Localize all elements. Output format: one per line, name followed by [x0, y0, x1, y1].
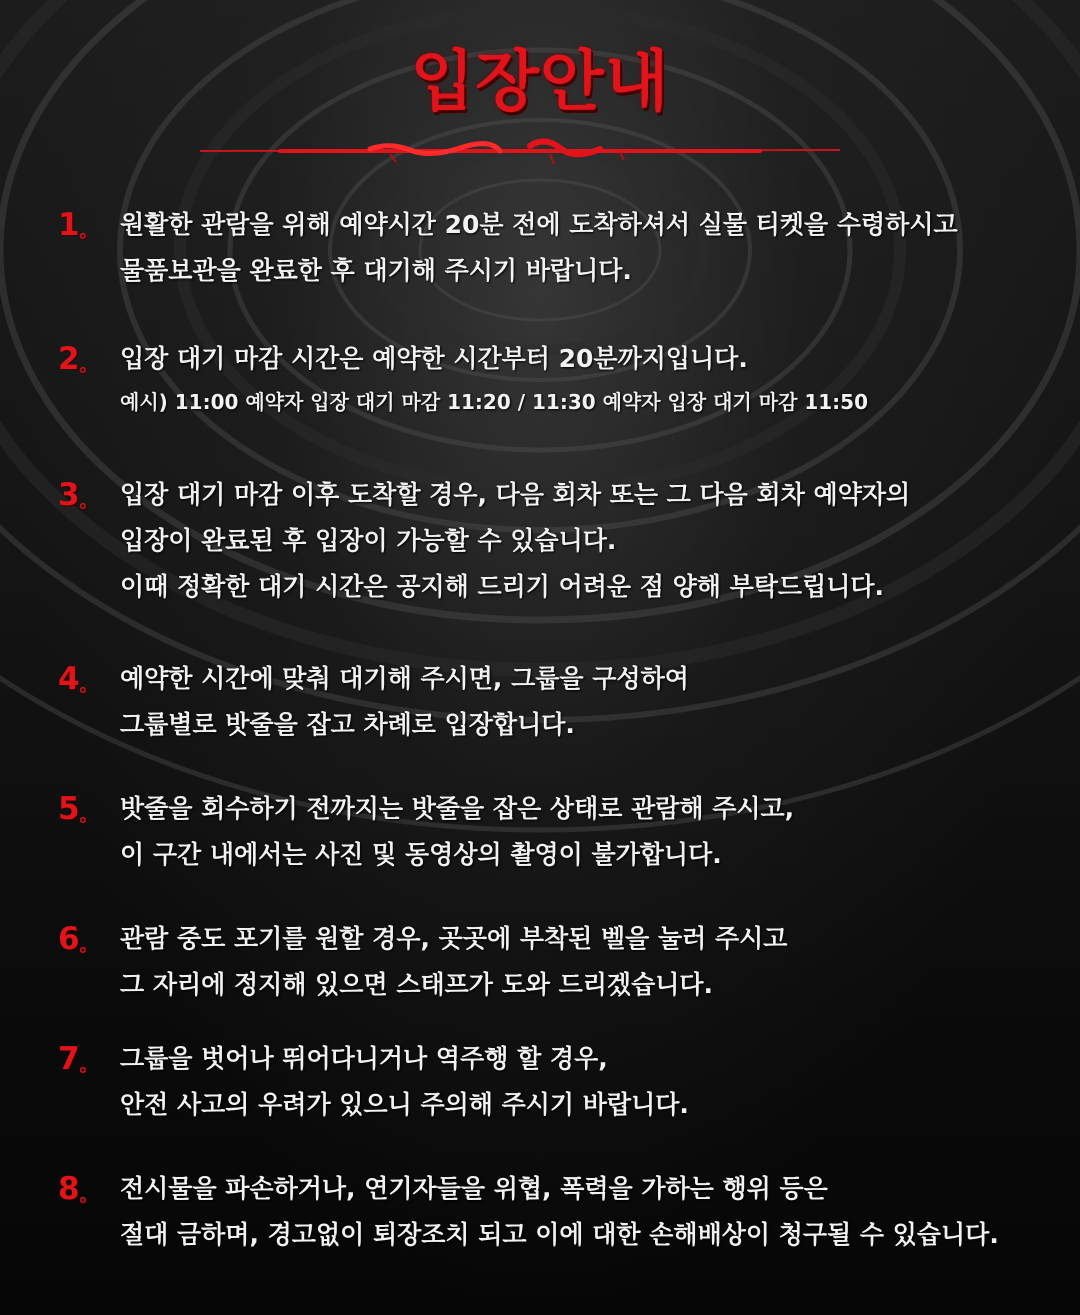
- item-line: 그룹별로 밧줄을 잡고 차례로 입장합니다.: [120, 710, 575, 739]
- item-example-note: 예시) 11:00 예약자 입장 대기 마감 11:20 / 11:30 예약자 입장 대기 마감 11:50: [120, 390, 869, 414]
- item-number: 6。: [58, 921, 98, 957]
- item-number: 2。: [58, 341, 98, 377]
- item-line: 그 자리에 정지해 있으면 스태프가 도와 드리겠습니다.: [120, 970, 714, 999]
- item-line: 밧줄을 회수하기 전까지는 밧줄을 잡은 상태로 관람해 주시고,: [120, 794, 795, 823]
- item-number: 1。: [58, 207, 98, 243]
- item-number: 7。: [58, 1041, 98, 1077]
- item-line: 입장 대기 마감 시간은 예약한 시간부터 20분까지입니다.: [120, 344, 748, 373]
- item-number: 4。: [58, 661, 98, 697]
- item-line: 입장 대기 마감 이후 도착할 경우, 다음 회차 또는 그 다음 회차 예약자의: [120, 480, 911, 509]
- item-number: 3。: [58, 477, 98, 513]
- item-line: 이 구간 내에서는 사진 및 동영상의 촬영이 불가합니다.: [120, 840, 722, 869]
- blood-divider: [200, 136, 840, 166]
- page-title: 입장안내: [410, 43, 670, 120]
- item-line: 예약한 시간에 맞춰 대기해 주시면, 그룹을 구성하여: [120, 664, 689, 693]
- item-line: 관람 중도 포기를 원할 경우, 곳곳에 부착된 벨을 눌러 주시고: [120, 924, 788, 953]
- item-line: 원활한 관람을 위해 예약시간 20분 전에 도착하셔서 실물 티켓을 수령하시고: [120, 210, 958, 239]
- item-line: 안전 사고의 우려가 있으니 주의해 주시기 바랍니다.: [120, 1090, 689, 1119]
- item-line: 물품보관을 완료한 후 대기해 주시기 바랍니다.: [120, 256, 632, 285]
- item-line: 입장이 완료된 후 입장이 가능할 수 있습니다.: [120, 526, 617, 555]
- item-line: 절대 금하며, 경고없이 퇴장조치 되고 이에 대한 손해배상이 청구될 수 있습니다.: [120, 1220, 999, 1249]
- item-line: 전시물을 파손하거나, 연기자들을 위협, 폭력을 가하는 행위 등은: [120, 1174, 828, 1203]
- item-number: 8。: [58, 1171, 98, 1207]
- item-line: 그룹을 벗어나 뛰어다니거나 역주행 할 경우,: [120, 1044, 608, 1073]
- item-line: 이때 정확한 대기 시간은 공지해 드리기 어려운 점 양해 부탁드립니다.: [120, 572, 885, 601]
- item-number: 5。: [58, 791, 98, 827]
